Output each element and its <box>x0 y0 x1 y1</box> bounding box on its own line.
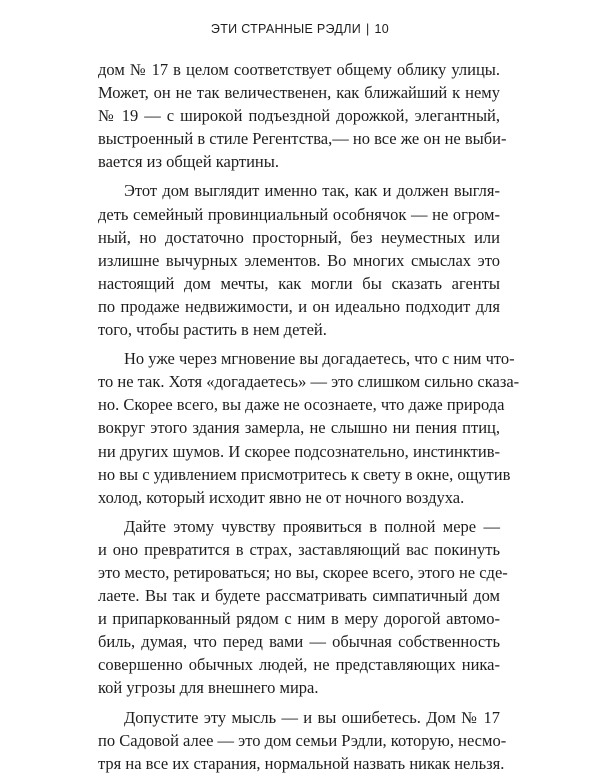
text-line: № 19 — с широкой подъездной дорожкой, элегантный, <box>98 106 500 126</box>
paragraph <box>98 179 500 341</box>
text-line: Дайте этому чувству проявиться в полной мере — <box>124 516 500 536</box>
text-line: по продаже недвижимости, и он идеально подходит для <box>98 296 500 316</box>
text-line: дом № 17 в целом соответствует общему облику улицы. <box>98 60 500 79</box>
text-line: выстроенный в стиле Регентства,— но все же он не выби- <box>98 129 507 149</box>
paragraph <box>98 347 520 509</box>
text-line: вокруг этого здания замерла, не слышно ни пения птиц, <box>98 418 500 438</box>
text-line: тря на все их старания, нормальной назвать никак нельзя. <box>98 753 505 773</box>
text-line: Этот дом выглядит именно так, как и должен выгля- <box>124 181 500 201</box>
text-line: биль, думая, что перед вами — обычная собственность <box>98 632 500 652</box>
text-line: ни других шумов. И скорее подсознательно, инстинктив- <box>98 441 500 461</box>
text-line: это место, ретироваться; но вы, скорее всего, этого не сде- <box>98 562 508 582</box>
text-line: вается из общей картины. <box>98 152 279 172</box>
text-line: лаете. Вы так и будете рассматривать симпатичный дом <box>98 586 500 606</box>
text-line: и оно превратится в страх, заставляющий вас покинуть <box>98 539 500 559</box>
text-line: Допустите эту мысль — и вы ошибетесь. Дом № 17 <box>124 707 500 727</box>
text-line: деть семейный провинциальный особнячок — не огром- <box>98 204 500 224</box>
text-line: кой угрозы для внешнего мира. <box>98 678 319 698</box>
page-number: 10 <box>374 22 390 36</box>
text-line: холод, который исходит явно не от ночного воздуха. <box>98 487 465 507</box>
text-line: Может, он не так величественен, как ближайший к нему <box>98 83 500 103</box>
text-line: ный, но достаточно просторный, без неуместных или <box>98 227 500 247</box>
book-title: ЭТИ СТРАННЫЕ РЭДЛИ <box>210 22 361 36</box>
text-line: но вы с удивлением присмотритесь к свету в окне, ощутив <box>98 464 511 484</box>
text-line: но. Скорее всего, вы даже не осознаете, что даже природа <box>98 395 505 415</box>
text-line: и припаркованный рядом с ним в меру дорогой автомо- <box>98 609 500 629</box>
paragraph <box>98 58 507 173</box>
text-line: того, чтобы растить в нем детей. <box>98 320 327 340</box>
text-line: Но уже через мгновение вы догадаетесь, что с ним что- <box>124 349 515 369</box>
body-text <box>98 58 520 775</box>
text-line: то не так. Хотя «догадаетесь» — это слишком сильно сказа- <box>98 372 520 392</box>
text-line: настоящий дом мечты, как могли бы сказать агенты <box>98 273 500 293</box>
text-line: излишне вычурных элементов. Во многих смыслах это <box>98 250 500 270</box>
paragraph <box>98 515 508 700</box>
text-line: по Садовой алее — это дом семьи Рэдли, которую, несмо- <box>98 730 507 750</box>
header-separator: | <box>365 22 370 36</box>
running-head <box>0 22 600 36</box>
text-line: совершенно обычных людей, не представляющих ника- <box>98 655 500 675</box>
paragraph <box>98 706 507 775</box>
